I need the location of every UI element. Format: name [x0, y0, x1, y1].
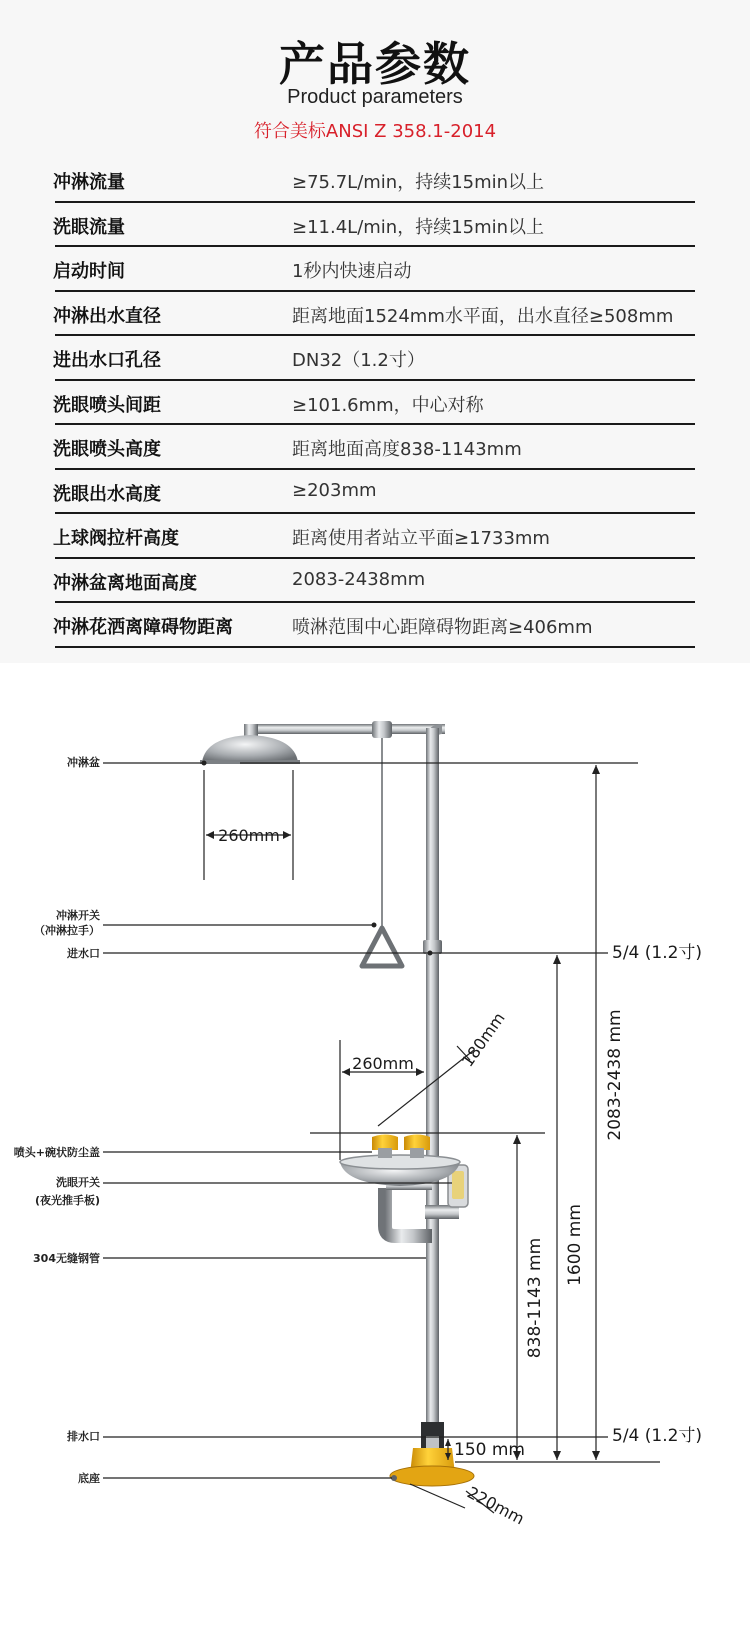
spec-label: 洗眼喷头间距	[53, 394, 161, 416]
page-title: 产品参数	[279, 37, 471, 91]
spec-row	[55, 203, 695, 248]
eyewash-pipe	[385, 1188, 432, 1236]
label-eyewash-switch: 洗眼开关	[56, 1176, 100, 1189]
spec-label: 进出水口孔径	[53, 350, 161, 371]
spec-label: 洗眼出水高度	[53, 483, 161, 505]
shower-head	[202, 735, 298, 762]
base-plate	[390, 1466, 474, 1486]
dim-bowl-width: 260mm	[352, 1054, 414, 1073]
spec-row	[55, 336, 695, 381]
product-diagram	[0, 663, 750, 1642]
label-shower-switch: 冲淋开关	[56, 909, 100, 922]
spec-value: ≥203mm	[292, 479, 377, 501]
dim-inlet-size: 5/4 (1.2寸)	[612, 943, 703, 963]
spec-row	[55, 381, 695, 426]
spec-value: 距离地面1524mm水平面，出水直径≥508mm	[292, 305, 674, 327]
dim-drain-size: 5/4 (1.2寸)	[612, 1426, 703, 1446]
label-shower-head: 冲淋盆	[67, 756, 100, 769]
spec-value: ≥101.6mm，中心对称	[292, 394, 484, 416]
eyewash-head-left	[372, 1135, 398, 1151]
spec-value: 2083-2438mm	[292, 568, 426, 590]
spec-label: 冲淋盆离地面高度	[53, 572, 197, 594]
label-pipe: 304无缝钢管	[33, 1252, 100, 1265]
spec-value: DN32（1.2寸）	[292, 350, 425, 371]
dim-drain-height: 150 mm	[454, 1440, 525, 1460]
shower-diagram-svg	[0, 663, 750, 1642]
label-eyewash-switch-note: (夜光推手板)	[34, 1194, 100, 1207]
spec-value: 1秒内快速启动	[292, 261, 412, 282]
spec-value: 喷淋范围中心距障碍物距离≥406mm	[292, 617, 593, 638]
spec-label: 洗眼喷头高度	[53, 439, 161, 460]
spec-row	[55, 292, 695, 337]
spec-value: 距离使用者站立平面≥1733mm	[292, 528, 550, 549]
spec-table	[55, 158, 695, 648]
spec-label: 冲淋流量	[53, 172, 125, 193]
label-base: 底座	[78, 1472, 100, 1485]
page-subtitle: Product parameters	[287, 86, 463, 108]
spec-value: 距离地面高度838-1143mm	[292, 439, 522, 460]
spec-label: 上球阀拉杆高度	[53, 528, 179, 549]
spec-label: 启动时间	[53, 261, 125, 282]
dim-shower-width: 260mm	[218, 826, 280, 845]
label-inlet: 进水口	[67, 947, 100, 960]
spec-row	[55, 470, 695, 515]
spec-label: 冲淋出水直径	[53, 305, 161, 327]
dim-total-height: 2083-2438 mm	[605, 1009, 625, 1141]
parameters-section	[0, 0, 750, 663]
callout-labels	[14, 755, 100, 1485]
inlet-fitting	[423, 940, 442, 954]
spec-value: ≥11.4L/min，持续15min以上	[292, 216, 545, 238]
arm-fitting	[372, 721, 392, 738]
label-shower-switch-note: （冲淋拉手）	[34, 924, 100, 937]
shower-arm	[255, 724, 445, 734]
spec-row	[55, 514, 695, 559]
dim-bowl-angle: 180mm	[457, 1008, 509, 1071]
label-eyewash-head: 喷头+碗状防尘盖	[13, 1146, 100, 1159]
main-pipe	[426, 728, 439, 1442]
pull-handle	[362, 928, 402, 966]
spec-label: 洗眼流量	[53, 216, 125, 238]
spec-row	[55, 559, 695, 604]
standard-note: 符合美标ANSI Z 358.1-2014	[253, 121, 497, 142]
spec-row	[55, 603, 695, 648]
label-drain: 排水口	[67, 1430, 100, 1443]
spec-row	[55, 158, 695, 203]
dim-eyewash-height: 838-1143 mm	[525, 1237, 545, 1359]
dim-base-width: 220mm	[464, 1482, 528, 1529]
spec-value: ≥75.7L/min，持续15min以上	[292, 172, 545, 193]
spec-label: 冲淋花洒离障碍物距离	[53, 617, 233, 638]
spec-row	[55, 247, 695, 292]
dim-inlet-height: 1600 mm	[565, 1204, 585, 1286]
eyewash-head-right	[404, 1135, 430, 1151]
spec-row	[55, 425, 695, 470]
